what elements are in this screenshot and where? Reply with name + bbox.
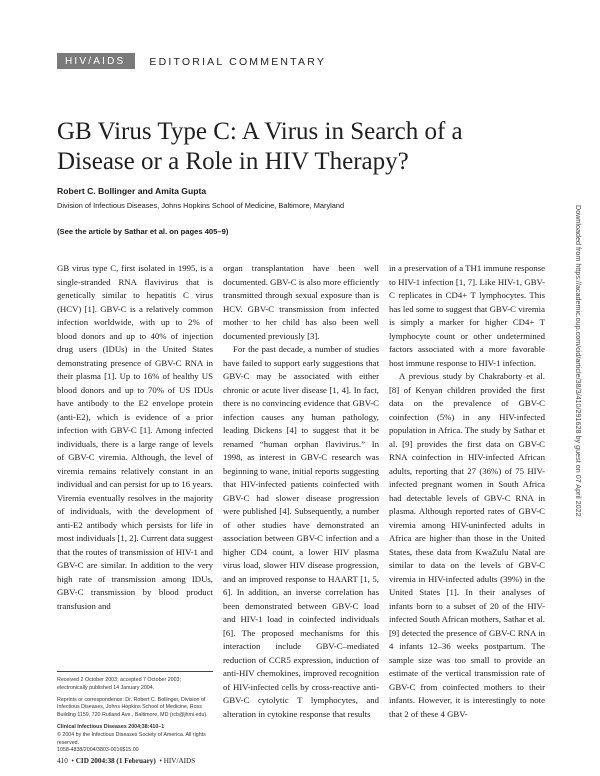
affiliation: Division of Infectious Diseases, Johns Hopkins School of Medicine, Baltimore, Maryland [57, 201, 345, 210]
footer-section: HIV/AIDS [163, 757, 196, 765]
page-footer: 410 • CID 2004:38 (1 February) • HIV/AIDS [57, 757, 196, 765]
body-column-3 [389, 262, 545, 721]
footer-journal: CID 2004:38 (1 February) [75, 757, 156, 765]
paragraph: GB virus type C, first isolated in 1995, is a single-stranded RNA flavivirus that is genetically similar to hepatitis C virus (HCV) [1]. GBV-C is a relatively common infection worldwide, with up to 2% of blood donors and up to 40% of injection drug users (IDUs) in the United States demonstrating presence of GBV-C RNA in their plasma [1]. Up to 16% of healthy US blood donors and up to 70% of US IDUs have antibody to the E2 envelope protein (anti-E2), which is evidence of a prior infection with GBV-C [1]. Among infected individuals, there is a large range of levels of GBV-C viremia. Although, the level of viremia remains relatively constant in an individual and can persist for up to 16 years. Viremia eventually resolves in the majority of individuals, with the development of anti-E2 antibody which persists for life in most individuals [1, 2]. Current data suggest that the routes of transmission of HIV-1 and GBV-C are similar. In addition to the very high rate of transmission among IDUs, GBV-C transmission by blood product transfusion and [57, 263, 213, 611]
article-title: GB Virus Type C: A Virus in Search of a Disease or a Role in HIV Therapy? [57, 118, 463, 175]
download-watermark: Downloaded from https://academic.oup.com/cid/article/38/3/410/291628 by guest on 07 April 2022 [574, 205, 583, 517]
article-footnote [57, 671, 213, 755]
paragraph: organ transplantation have been well documented. GBV-C is also more efficiently transmitted through sexual exposure than is HCV. GBV-C transmission from infected mother to her child has also been well documented previously [3]. [223, 263, 380, 341]
copyright: © 2004 by the Infectious Diseases Society of America. All rights reserved. [57, 731, 206, 746]
issn: 1058-4838/2004/3803-0016$15.00 [57, 747, 139, 754]
reprints-info: Reprints or correspondence: Dr. Robert C. Bollinger, Division of Infectious Diseases, Johns Hopkins School of Medicine, Ross Building 1159, 720 Rutland Ave., Baltimore, MD (rcb@jhmi.edu). [57, 696, 208, 719]
paragraph: For the past decade, a number of studies have failed to support early suggestions that GBV-C may be associated with either chronic or acute liver disease [1, 4]. In fact, there is no convincing evidence that GBV-C infection causes any human pathology, leading Dickens [4] to suggest that it be renamed “human orphan flavivirus.” In 1998, as interest in GBV-C research was beginning to wane, initial reports suggesting that HIV-infected patients coinfected with GBV-C had slower disease progression were published [4]. Subsequently, a number of other studies have demonstrated an association between GBV-C infection and a higher CD4 count, a lower HIV plasma virus load, slower HIV disease progression, and an improved response to HAART [1, 5, 6]. In addition, an inverse correlation has been demonstrated between GBV-C load and HIV-1 load in coinfected individuals [6]. The proposed mechanisms for this interaction include GBV-C–mediated reduction of CCR5 expression, induction of anti-HIV chemokines, improved recognition of HIV-infected cells by cross-reactive anti-GBV-C cytolytic T lymphocytes, and alteration in cytokine response that results [223, 344, 379, 719]
body-column-2 [223, 262, 379, 721]
paragraph: A previous study by Chakraborty et al. [8] of Kenyan children provided the first data on the prevalence of GBV-C coinfection (5%) in any HIV-infected population in Africa. The study by Sathar et al. [9] provides the first data on GBV-C RNA coinfection in HIV-infected African adults, reporting that 27 (36%) of 75 HIV-infected pregnant women in South Africa had detectable levels of GBV-C RNA in plasma. Although reported rates of GBV-C viremia among HIV-uninfected adults in Africa are higher than those in the United States, these data from KwaZulu Natal are similar to data on the levels of GBV-C viremia in HIV-infected adults (39%) in the United States [1]. In their analyses of infants born to a subset of 20 of the HIV-infected South African mothers, Sathar et al. [9] detected the presence of GBV-C RNA in 4 infants 12–36 weeks postpartum. The sample size was too small to provide an estimate of the vertical transmission rate of GBV-C from coinfected mothers to their infants. However, it is interestingly to note that 2 of these 4 GBV- [389, 371, 545, 719]
section-label: HIV/AIDS [57, 53, 135, 69]
authors: Robert C. Bollinger and Amita Gupta [57, 186, 207, 196]
page-header [57, 53, 326, 69]
journal-citation: Clinical Infectious Diseases 2004;38:410–1 [57, 723, 165, 730]
paragraph: in a preservation of a TH1 immune response to HIV-1 infection [1, 7]. Like HIV-1, GBV-C replicates in CD4+ T lymphocytes. This has led some to suggest that GBV-C viremia is simply a marker for higher CD4+ T lymphocyte count or other undetermined factors associated with a more favorable host immune response to HIV-1 infection. [389, 263, 545, 368]
body-column-1 [57, 262, 213, 613]
received-dates: Received 2 October 2003; accepted 7 October 2003; electronically published 14 January 2004. [57, 677, 181, 691]
see-also-note: (See the article by Sathar et al. on pages 405–9) [57, 227, 229, 236]
page-number: 410 [57, 757, 68, 765]
article-type: EDITORIAL COMMENTARY [149, 56, 327, 68]
